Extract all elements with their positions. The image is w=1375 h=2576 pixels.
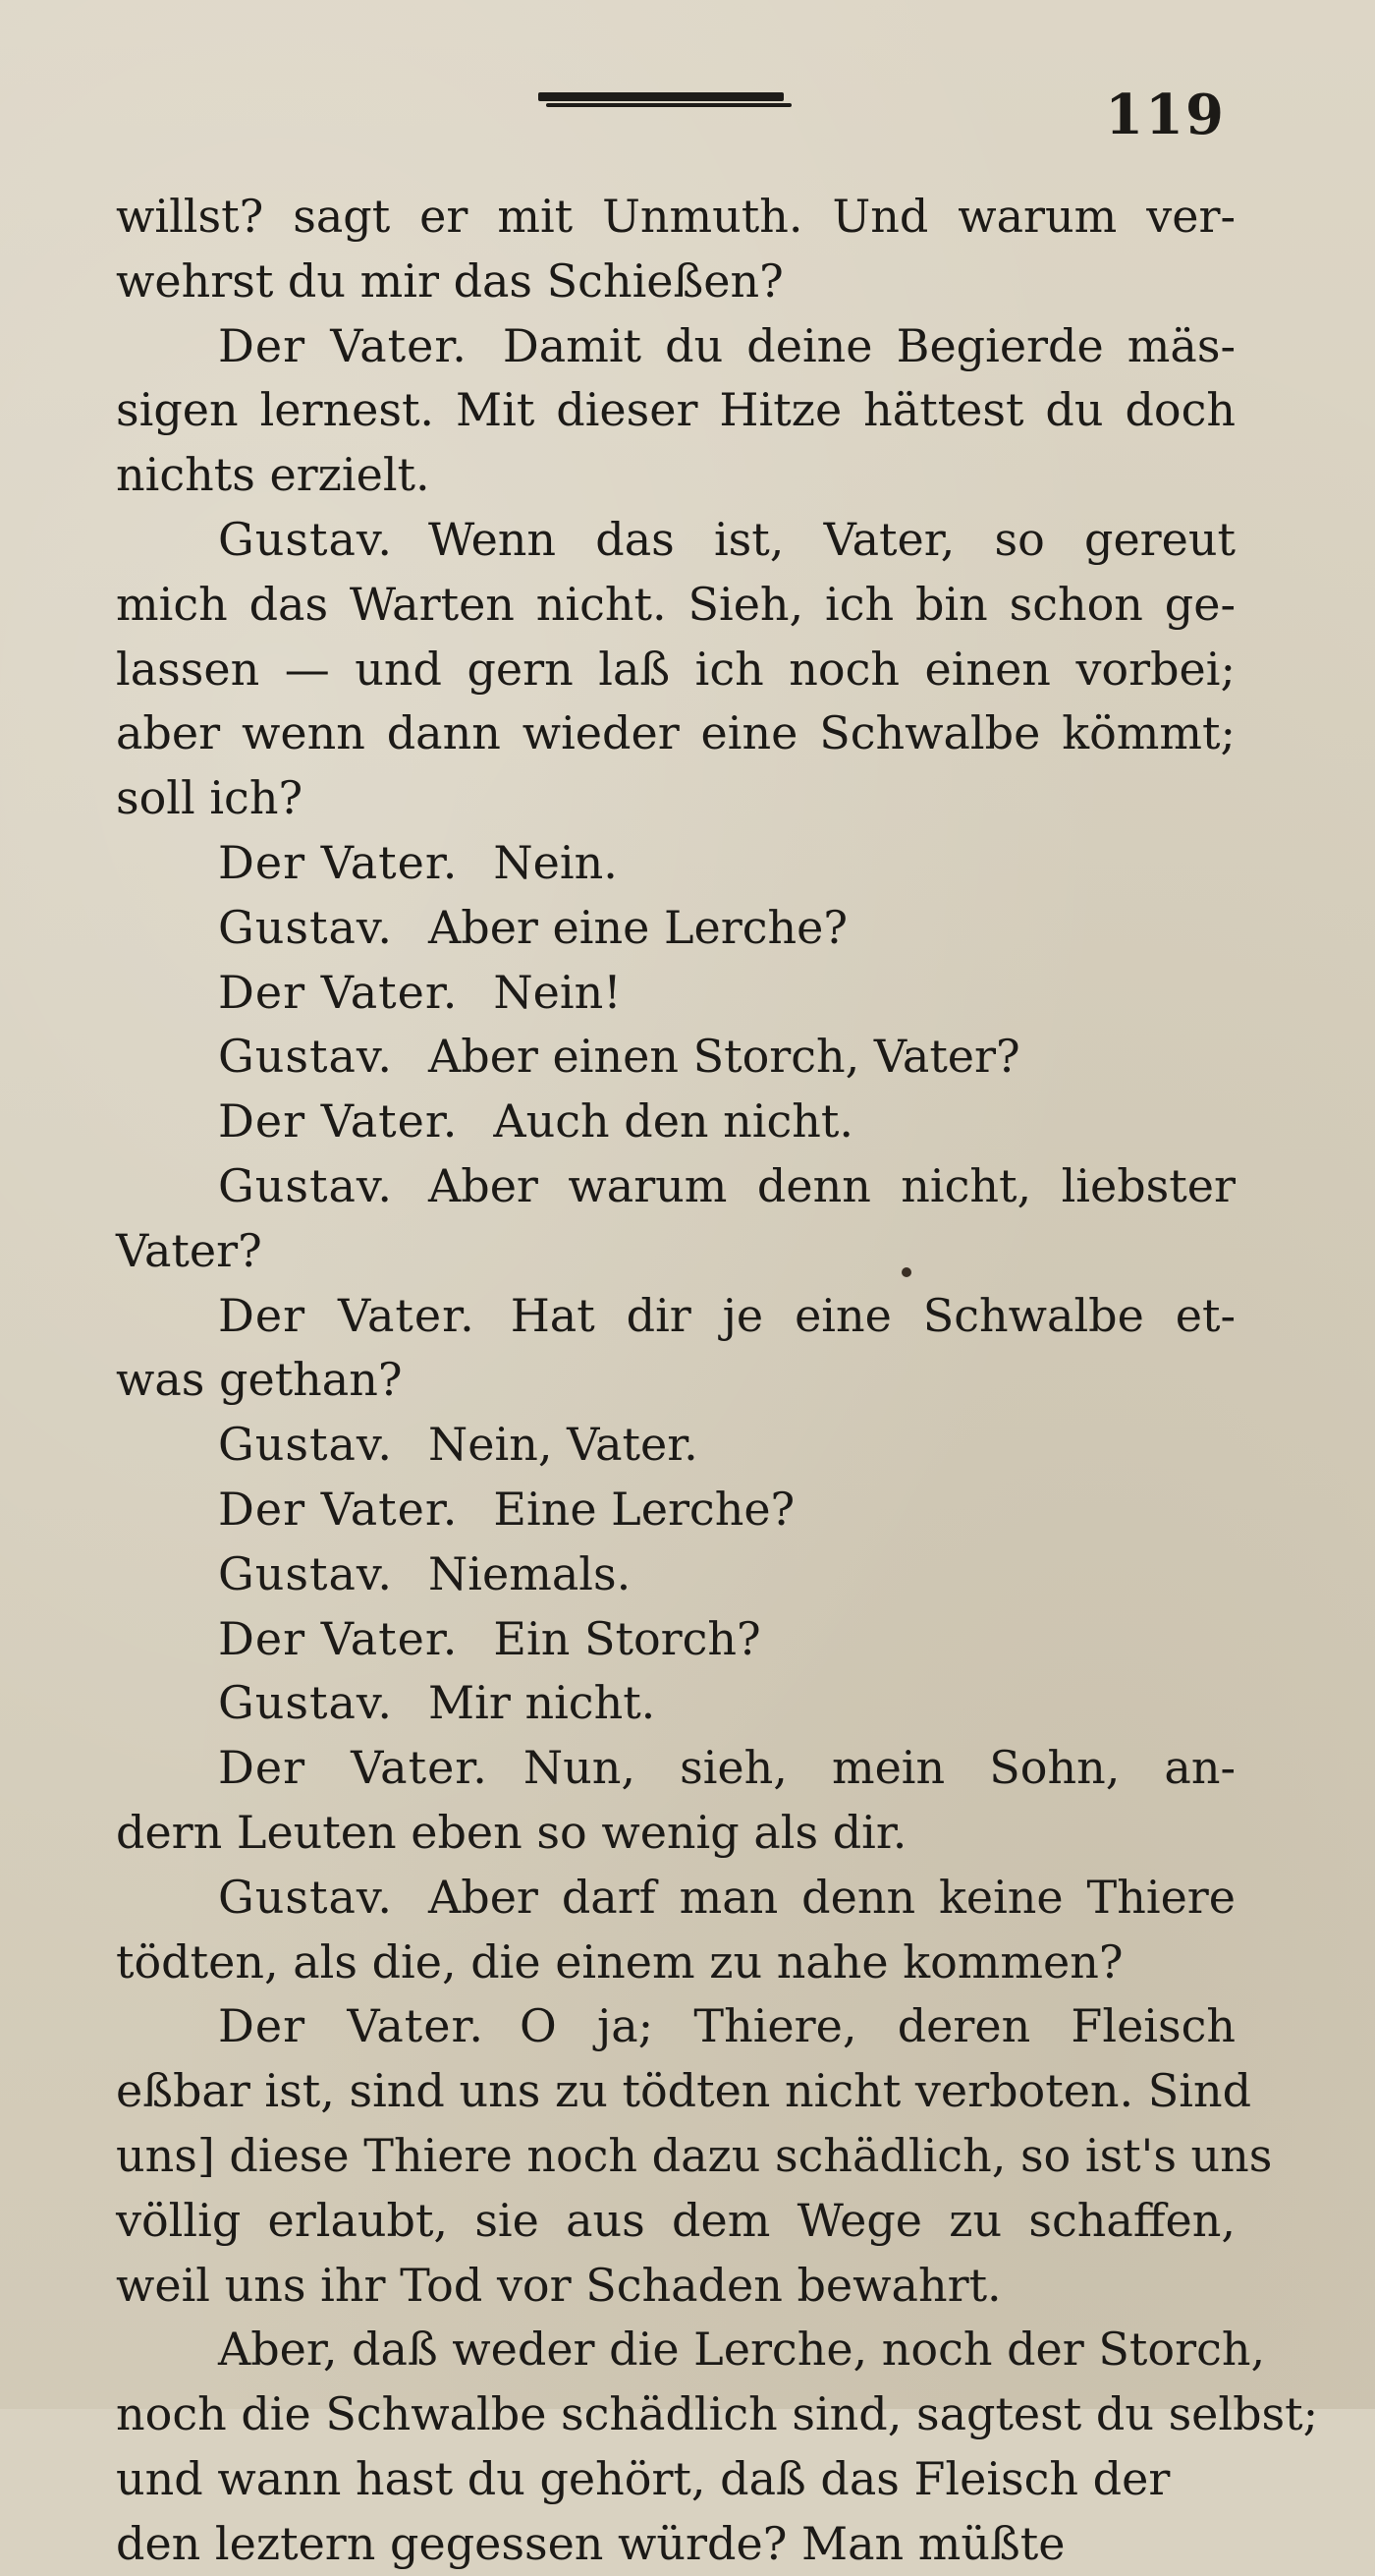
text-line <box>116 1413 1236 1478</box>
text-line <box>116 2318 1266 2382</box>
text-line <box>116 2059 1252 2124</box>
line-text: Wenn das ist, Vater, so gereut <box>428 512 1236 566</box>
line-text: Niemals. <box>428 1546 632 1600</box>
body-text <box>116 185 1319 2576</box>
speaker-label: Der Vater. <box>218 965 459 1019</box>
text-line <box>116 831 1236 896</box>
text-line <box>116 961 1236 1026</box>
speaker-label: Der Vater. <box>218 318 468 372</box>
text-line <box>116 1607 1236 1672</box>
text-line <box>116 701 1236 766</box>
text-line <box>116 1801 1236 1866</box>
line-text: Eine Lerche? <box>493 1482 796 1536</box>
text-line <box>116 1542 1236 1607</box>
text-line <box>116 1090 1236 1154</box>
line-text: Mir nicht. <box>428 1676 656 1730</box>
ink-spot <box>902 1267 911 1277</box>
text-line <box>116 508 1236 573</box>
line-text: Nein! <box>493 965 622 1019</box>
speaker-label: Gustav. <box>218 1676 394 1730</box>
text-line <box>116 2512 1236 2576</box>
text-line <box>116 1671 1236 1736</box>
text-line <box>116 2189 1236 2254</box>
line-text: tödten, als die, die einem zu nahe kommen? <box>116 1934 1124 1988</box>
line-text: weil uns ihr Tod vor Schaden bewahrt. <box>116 2258 1002 2312</box>
speaker-label: Der Vater. <box>218 1611 459 1665</box>
text-line <box>116 1736 1236 1801</box>
speaker-label: Der Vater. <box>218 835 459 889</box>
header-rule-thick-bar <box>538 92 784 101</box>
text-line <box>116 443 1236 508</box>
line-text: was gethan? <box>116 1353 403 1407</box>
line-text: Damit du deine Begierde mäs- <box>502 318 1236 372</box>
line-text: O ja; Thiere, deren Fleisch <box>520 1999 1236 2053</box>
line-text: lassen — und gern laß ich noch einen vorbei; <box>116 642 1236 696</box>
speaker-label: Gustav. <box>218 1870 394 1924</box>
speaker-label: Gustav. <box>218 900 394 954</box>
line-text: Aber warum denn nicht, liebster <box>428 1158 1236 1212</box>
line-text: Aber eine Lerche? <box>428 900 848 954</box>
text-line <box>116 1866 1236 1931</box>
header-rule-thin-bar <box>546 103 792 107</box>
header-rule-ornament <box>538 92 792 108</box>
line-text: aber wenn dann wieder eine Schwalbe kömmt; <box>116 706 1236 760</box>
speaker-label: Der Vater. <box>218 1741 488 1795</box>
line-text: mich das Warten nicht. Sieh, ich bin schon ge- <box>116 577 1236 631</box>
line-text: uns] diese Thiere noch dazu schädlich, so ist's uns <box>116 2128 1273 2182</box>
line-text: noch die Schwalbe schädlich sind, sagtest du selbst; <box>116 2387 1319 2441</box>
text-line <box>116 573 1236 638</box>
text-line <box>116 1931 1236 1995</box>
line-text: Nun, sieh, mein Sohn, an- <box>522 1741 1236 1795</box>
text-line <box>116 2447 1236 2512</box>
speaker-label: Gustav. <box>218 512 394 566</box>
speaker-label: Der Vater. <box>218 1094 459 1148</box>
line-text: den leztern gegessen würde? Man müßte <box>116 2516 1066 2570</box>
line-text: willst? sagt er mit Unmuth. Und warum ver- <box>116 190 1236 243</box>
speaker-label: Gustav. <box>218 1418 394 1472</box>
line-text: Auch den nicht. <box>493 1094 854 1148</box>
text-line <box>116 2382 1319 2447</box>
text-line <box>116 2124 1273 2189</box>
line-text: dern Leuten eben so wenig als dir. <box>116 1805 908 1859</box>
text-line <box>116 896 1236 961</box>
line-text: soll ich? <box>116 771 303 825</box>
page-number: 119 <box>1105 83 1226 147</box>
text-line <box>116 1284 1236 1349</box>
line-text: Aber, daß weder die Lerche, noch der Storch, <box>218 2323 1266 2377</box>
speaker-label: Gustav. <box>218 1546 394 1600</box>
line-text: Nein. <box>493 835 618 889</box>
text-line <box>116 314 1236 379</box>
text-line <box>116 1219 1236 1284</box>
text-line <box>116 766 1236 831</box>
line-text: wehrst du mir das Schießen? <box>116 253 784 308</box>
text-line <box>116 250 1236 314</box>
line-text: Nein, Vater. <box>428 1418 698 1472</box>
speaker-label: Der Vater. <box>218 1288 475 1342</box>
speaker-label: Der Vater. <box>218 1482 459 1536</box>
line-text: eßbar ist, sind uns zu tödten nicht verboten. Sind <box>116 2064 1252 2118</box>
text-line <box>116 1348 1236 1413</box>
line-text: Aber einen Storch, Vater? <box>428 1030 1020 1084</box>
speaker-label: Gustav. <box>218 1030 394 1084</box>
line-text: Hat dir je eine Schwalbe et- <box>510 1288 1236 1342</box>
text-line <box>116 2254 1236 2319</box>
line-text: völlig erlaubt, sie aus dem Wege zu schaffen, <box>116 2193 1236 2247</box>
text-line <box>116 1994 1236 2059</box>
speaker-label: Der Vater. <box>218 1999 485 2053</box>
text-line <box>116 1154 1236 1219</box>
text-line <box>116 378 1236 443</box>
text-line <box>116 1025 1236 1090</box>
line-text: sigen lernest. Mit dieser Hitze hättest du doch <box>116 383 1236 437</box>
speaker-label: Gustav. <box>218 1158 394 1212</box>
line-text: nichts erzielt. <box>116 448 430 502</box>
text-line <box>116 638 1236 702</box>
line-text: Aber darf man denn keine Thiere <box>428 1870 1236 1924</box>
text-line <box>116 185 1236 250</box>
line-text: Ein Storch? <box>493 1611 761 1665</box>
line-text: und wann hast du gehört, daß das Fleisch der <box>116 2451 1171 2505</box>
line-text: Vater? <box>116 1223 262 1277</box>
text-line <box>116 1478 1236 1542</box>
